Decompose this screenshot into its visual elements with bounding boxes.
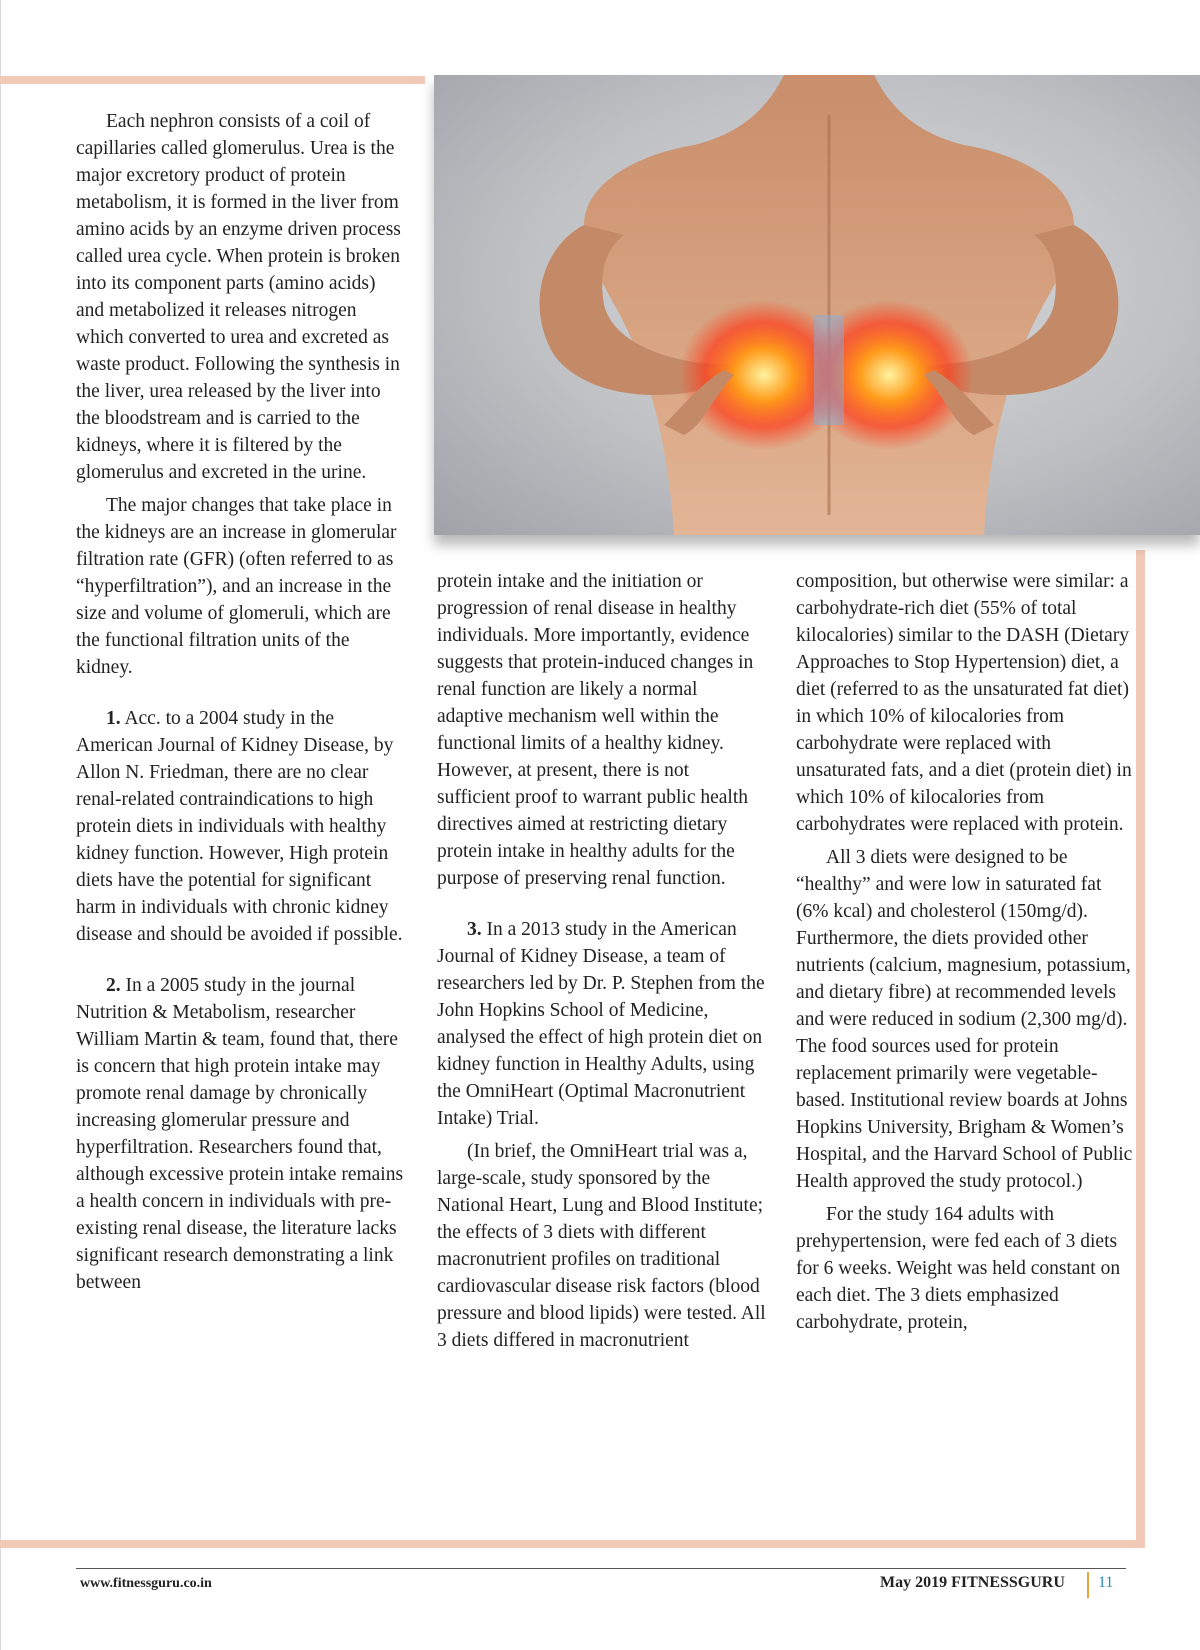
footer-issue: May 2019 FITNESSGURU: [880, 1574, 1065, 1591]
paragraph: protein intake and the initiation or progression of renal disease in healthy individuals. More importantly, evidence suggests that protein-induced changes in renal function are likely a normal adaptive mechanism well within the functional limits of a healthy kidney. However, at present, there is not sufficient proof to warrant public health directives aimed at restricting dietary protein intake in healthy adults for the purpose of preserving renal function.: [437, 571, 754, 889]
paragraph-text: Acc. to a 2004 study in the American Journal of Kidney Disease, by Allon N. Friedman, there are no clear renal-related contraindications to high protein diets in individuals with healthy kidney function. However, High protein diets have the potential for significant harm in individuals with chronic kidney disease and should be avoided if possible.: [76, 708, 403, 945]
paragraph: (In brief, the OmniHeart trial was a, large-scale, study sponsored by the National Heart, Lung and Blood Institute; the effects of 3 diets with different macronutrient profiles on traditional cardiovascular disease risk factors (blood pressure and blood lipids) were tested. All 3 diets differed in macronutrient: [437, 1141, 766, 1351]
list-number: 3.: [467, 919, 482, 940]
footer-divider: [1087, 1572, 1089, 1598]
page-number: 11: [1098, 1574, 1114, 1591]
paragraph: The major changes that take place in the kidneys are an increase in glomerular filtration rate (GFR) (often referred to as “hyperfiltration”), and an increase in the size and volume of glomeruli, which are the functional filtration units of the kidney.: [76, 495, 397, 678]
back-pain-photo: [434, 75, 1200, 535]
list-number: 2.: [106, 975, 121, 996]
paragraph-text: In a 2013 study in the American Journal of Kidney Disease, a team of researchers led by Dr. P. Stephen from the John Hopkins School of Medicine, analysed the effect of high protein diet on kidney function in Healthy Adults, using the OmniHeart (Optimal Macronutrient Intake) Trial.: [437, 919, 765, 1129]
column-1: [76, 108, 406, 1296]
column-3: [796, 568, 1136, 1336]
kidney-illustration: [434, 75, 1200, 535]
paragraph: [437, 916, 767, 1132]
column-2: [437, 568, 767, 1354]
page-edge: [0, 0, 1, 1650]
paragraph: Each nephron consists of a coil of capillaries called glomerulus. Urea is the major excretory product of protein metabolism, it is formed in the liver from amino acids by an enzyme driven process called urea cycle. When protein is broken into its component parts (amino acids) and metabolized it releases nitrogen which converted to urea and excreted as waste product. Following the synthesis in the liver, urea released by the liver into the bloodstream and is carried to the kidneys, where it is filtered by the glomerulus and excreted in the urine.: [76, 111, 401, 483]
paragraph: For the study 164 adults with prehypertension, were fed each of 3 diets for 6 weeks. Weight was held constant on each diet. The 3 diets emphasized carbohydrate, protein,: [796, 1204, 1121, 1333]
paragraph-text: In a 2005 study in the journal Nutrition & Metabolism, researcher William Martin & team, found that, there is concern that high protein intake may promote renal damage by chronically increasing glomerular pressure and hyperfiltration. Researchers found that, although excessive protein intake remains a health concern in individuals with pre-existing renal disease, the literature lacks significant research demonstrating a link between: [76, 975, 404, 1293]
list-number: 1.: [106, 708, 121, 729]
right-accent-band: [1136, 550, 1145, 1548]
footer-url[interactable]: www.fitnessguru.co.in: [80, 1576, 212, 1591]
paragraph: composition, but otherwise were similar: a carbohydrate-rich diet (55% of total kilocalories) similar to the DASH (Dietary Approaches to Stop Hypertension) diet, a diet (referred to as the unsaturated fat diet) in which 10% of kilocalories from carbohydrate were replaced with unsaturated fats, and a diet (protein diet) in which 10% of kilocalories from carbohydrates were replaced with protein.: [796, 571, 1132, 835]
bottom-accent-band: [0, 1540, 1145, 1548]
paragraph: All 3 diets were designed to be “healthy” and were low in saturated fat (6% kcal) and cholesterol (150mg/d). Furthermore, the diets provided other nutrients (calcium, magnesium, potassium, and dietary fibre) at recommended levels and were reduced in sodium (2,300 mg/d). The food sources used for protein replacement primarily were vegetable-based. Institutional review boards at Johns Hopkins University, Brigham & Women’s Hospital, and the Harvard School of Public Health approved the study protocol.): [796, 847, 1133, 1192]
top-accent-band: [0, 76, 425, 84]
paragraph: [76, 705, 406, 948]
footer-rule: [76, 1568, 1126, 1569]
paragraph: [76, 972, 406, 1296]
